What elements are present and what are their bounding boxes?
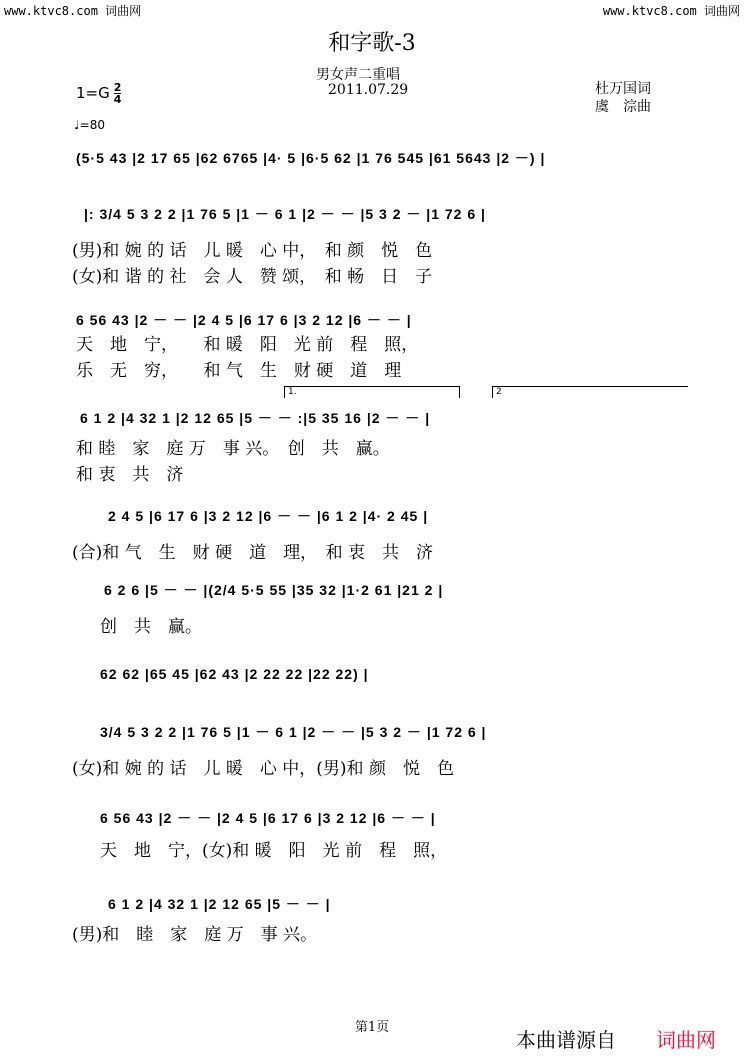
date: 2011.07.29 bbox=[328, 82, 409, 98]
system1-notes: |: 3/4 5 3 2 2 |1 76 5 |1 － 6 1 |2 － － |5 3 2 － |1 72 6 | bbox=[84, 206, 486, 222]
system8-lyric: 天 地 宁，(女)和 暖 阳 光 前 程 照， bbox=[100, 841, 448, 861]
subtitle: 男女声二重唱 bbox=[316, 67, 400, 83]
system7-lyric: (女)和 婉 的 话 儿 暖 心 中，(男)和 颜 悦 色 bbox=[72, 759, 454, 779]
volta1-bracket bbox=[284, 386, 460, 387]
system3-notes: 6 1 2 |4 32 1 |2 12 65 |5 － － :|5 35 16 |2 － － | bbox=[80, 410, 431, 426]
song-title: 和字歌-3 bbox=[328, 31, 416, 56]
key-signature bbox=[76, 82, 121, 105]
system2-lyric-1: 天 地 宁， 和 暖 阳 光 前 程 照， bbox=[76, 335, 419, 355]
time-signature bbox=[114, 82, 122, 105]
system4-lyric-chorus: (合)和 气 生 财 硬 道 理， 和 衷 共 济 bbox=[72, 543, 433, 563]
volta2-bracket bbox=[492, 386, 688, 387]
system4-notes: 2 4 5 |6 17 6 |3 2 12 |6 － － |6 1 2 |4· 2 45 | bbox=[108, 508, 429, 524]
volta2-left bbox=[492, 386, 493, 398]
brand-source-label: 本曲谱源自 bbox=[516, 1028, 616, 1052]
system5-lyric: 创 共 赢。 bbox=[100, 617, 202, 637]
system1-lyric-female: (女)和 谐 的 社 会 人 赞 颂， 和 畅 日 子 bbox=[72, 267, 433, 287]
system2-notes: 6 56 43 |2 － － |2 4 5 |6 17 6 |3 2 12 |6 － － | bbox=[76, 312, 412, 328]
page-number: 第1页 bbox=[354, 1020, 390, 1035]
watermark-right: www.ktvc8.com 词曲网 bbox=[602, 4, 740, 18]
system3-lyric-2: 和 衷 共 济 bbox=[76, 465, 184, 485]
lyricist: 杜万国词 bbox=[595, 81, 651, 97]
time-numerator: 2 bbox=[113, 81, 122, 94]
system5-notes: 6 2 6 |5 － － |(2/4 5·5 55 |35 32 |1·2 61 |21 2 | bbox=[104, 582, 444, 598]
key-text: 1=G bbox=[76, 84, 110, 102]
volta1-label: 1. bbox=[288, 387, 297, 397]
composer: 虞 淙曲 bbox=[595, 99, 651, 115]
intro-notes: (5·5 43 |2 17 65 |62 6765 |4· 5 |6·5 62 |1 76 545 |61 5643 |2 －) | bbox=[76, 150, 546, 166]
system7-notes: 3/4 5 3 2 2 |1 76 5 |1 － 6 1 |2 － － |5 3 2 － |1 72 6 | bbox=[100, 724, 487, 740]
system9-notes: 6 1 2 |4 32 1 |2 12 65 |5 － － | bbox=[108, 896, 331, 912]
system3-lyric-1: 和 睦 家 庭 万 事 兴。 创 共 赢。 bbox=[76, 439, 390, 459]
brand-logo: 词曲网 bbox=[656, 1028, 716, 1052]
system1-lyric-male: (男)和 婉 的 话 儿 暖 心 中， 和 颜 悦 色 bbox=[72, 241, 433, 261]
volta1-left bbox=[284, 386, 285, 398]
system9-lyric: (男)和 睦 家 庭 万 事 兴。 bbox=[72, 925, 318, 945]
tempo-marking: ♩=80 bbox=[74, 118, 105, 132]
volta2-label: 2 bbox=[496, 387, 502, 397]
time-denominator: 4 bbox=[113, 93, 122, 106]
system6-notes: 62 62 |65 45 |62 43 |2 22 22 |22 22) | bbox=[100, 666, 369, 682]
system8-notes: 6 56 43 |2 － － |2 4 5 |6 17 6 |3 2 12 |6 － － | bbox=[100, 810, 436, 826]
volta1-right bbox=[459, 386, 460, 398]
watermark-left: www.ktvc8.com 词曲网 bbox=[4, 4, 142, 18]
system2-lyric-2: 乐 无 穷， 和 气 生 财 硬 道 理 bbox=[76, 361, 402, 381]
